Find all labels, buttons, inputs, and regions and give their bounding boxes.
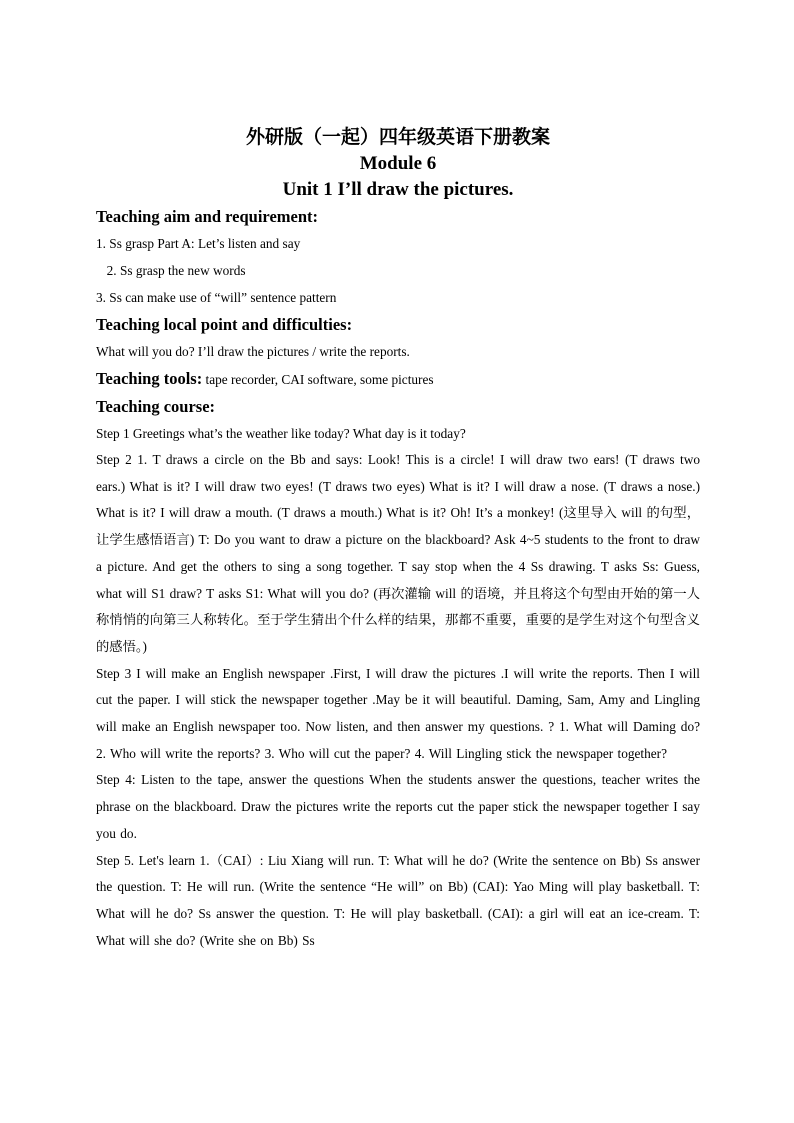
module-title: Module 6 <box>359 153 437 174</box>
document-title: 外研版（一起）四年级英语下册教案 <box>245 127 550 148</box>
difficulties-text: What will you do? I’ll draw the pictures / write the reports. <box>96 344 410 359</box>
step-3: Step 3 I will make an English newspaper .First, I will draw the pictures .I will write the reports. Then I will cut the paper. I will stick the newspaper together .May be it will beautiful. Daming, Sam, Amy and Lingling will make an English newspaper too. Now listen, and then answer my questions. ? 1. What will Daming do? 2. Who will write the reports? 3. Who will cut the paper? 4. Will Lingling stick the newspaper together? <box>96 665 700 761</box>
aim-item-1: 1. Ss grasp Part A: Let’s listen and say <box>96 236 301 251</box>
document-body <box>96 124 700 954</box>
title-block <box>96 124 700 203</box>
course-heading: Teaching course: <box>96 397 216 416</box>
aim-item-2: 2. Ss grasp the new words <box>100 263 246 278</box>
aim-heading: Teaching aim and requirement: <box>96 207 319 226</box>
step-1: Step 1 Greetings what’s the weather like today? What day is it today? <box>96 426 466 441</box>
unit-title: Unit 1 I’ll draw the pictures. <box>282 179 514 200</box>
tools-line <box>96 365 700 393</box>
tools-text: tape recorder, CAI software, some pictures <box>202 372 434 387</box>
step-5: Step 5. Let's learn 1.（CAI）: Liu Xiang will run. T: What will he do? (Write the sentence on Bb) Ss answer the question. T: He will run. (Write the sentence “He will” on Bb) (CAI): Yao Ming will play basketball. T: What will he do? Ss answer the question. T: He will play basketball. (CAI): a girl will eat an ice-cream. T: What will she do? (Write she on Bb) Ss <box>96 852 700 948</box>
step-2: Step 2 1. T draws a circle on the Bb and says: Look! This is a circle! I will draw two ears! (T draws two ears.) What is it? I will draw two eyes! (T draws two eyes) What is it? I will draw a nose. (T draws a nose.) What is it? I will draw a mouth. (T draws a mouth.) What is it? Oh! It’s a monkey! (这里导入 will 的句型，让学生感悟语言) T: Do you want to draw a picture on the blackboard? Ask 4~5 students to the front to draw a picture. And get the others to sing a song together. T say stop when the 4 Ss drawing. T asks Ss: Guess, what will S1 draw? T asks S1: What will you do? (再次灌输 will 的语境，并且将这个句型由开始的第一人称悄悄的向第三人称转化。至于学生猜出个什么样的结果，那都不重要，重要的是学生对这个句型含义的感悟。) <box>96 452 700 654</box>
aim-item-3: 3. Ss can make use of “will” sentence pattern <box>96 290 337 305</box>
difficulties-heading: Teaching local point and difficulties: <box>96 315 353 334</box>
step-4: Step 4: Listen to the tape, answer the questions When the students answer the questions, teacher writes the phrase on the blackboard. Draw the pictures write the reports cut the paper stick the newspaper together I say you do. <box>96 772 700 841</box>
tools-heading: Teaching tools: <box>96 369 203 388</box>
